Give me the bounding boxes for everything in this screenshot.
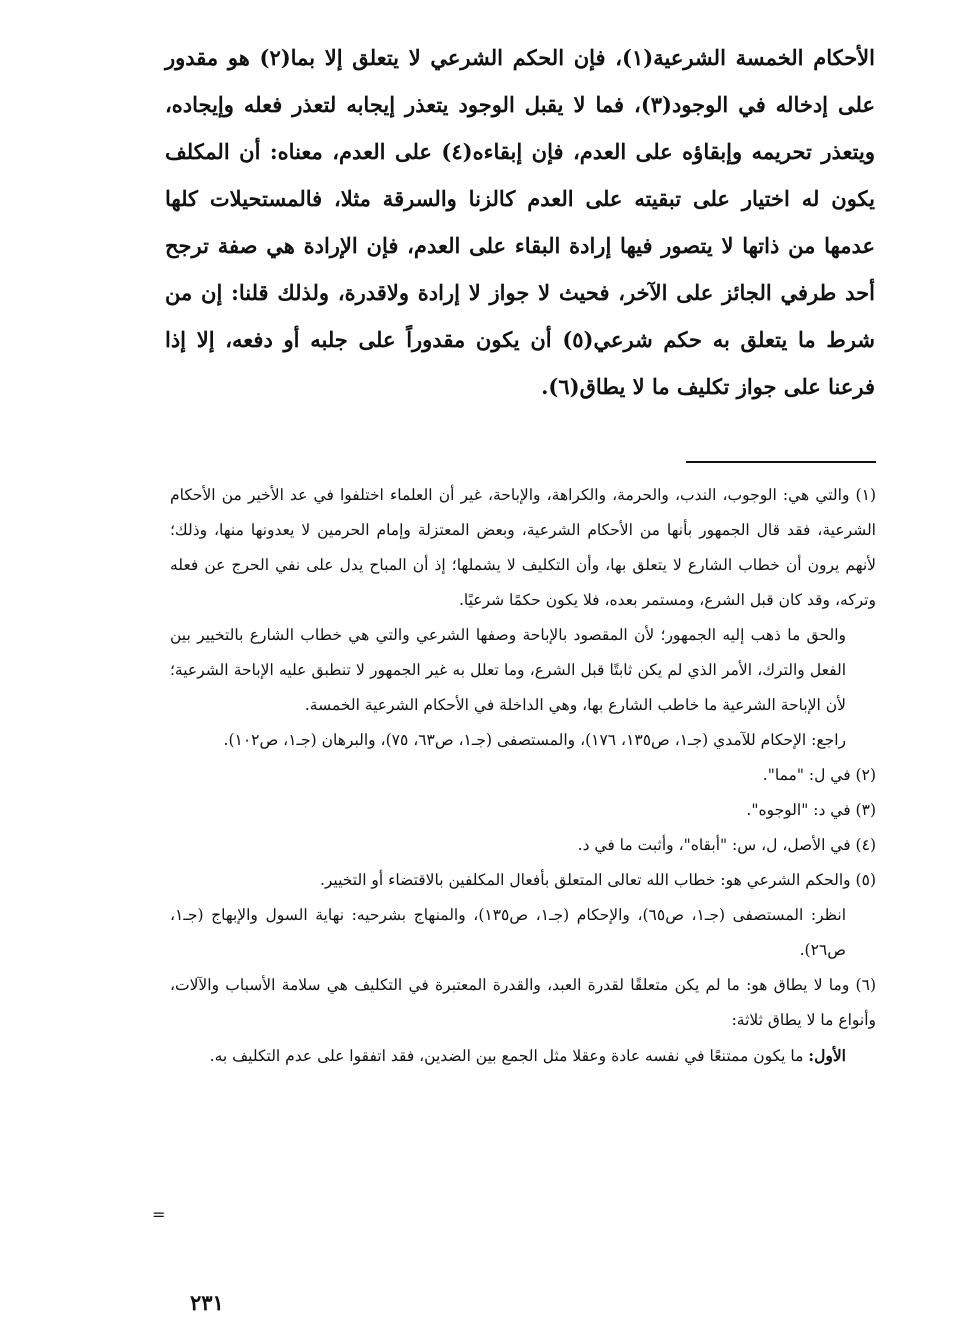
footnotes-block <box>170 478 876 1074</box>
main-paragraph: الأحكام الخمسة الشرعية(١)، فإن الحكم الشرعي لا يتعلق إلا بما(٢) هو مقدور على إدخاله في الوجود(٣)، فما لا يقبل الوجود يتعذر إيجابه لتعذر فعله وإيجاده، ويتعذر تحريمه وإبقاؤه على العدم، فإن إبقاءه(٤) على العدم، معناه: أن المكلف يكون له اختيار على تبقيته على العدم كالزنا والسرقة مثلا، فالمستحيلات كلها عدمها من ذاتها لا يتصور فيها إرادة البقاء على العدم، فإن الإرادة هي صفة ترجح أحد طرفي الجائز على الآخر، فحيث لا جواز لا إرادة ولاقدرة، ولذلك قلنا: إن من شرط ما يتعلق به حكم شرعي(٥) أن يكون مقدوراً على جلبه أو دفعه، إلا إذا فرعنا على جواز تكليف ما لا يطاق(٦). <box>165 45 875 399</box>
footnote-3: (٣) في د: "الوجوه". <box>746 801 876 819</box>
footnote-6: (٦) وما لا يطاق هو: ما لم يكن متعلقًا لقدرة العبد، والقدرة المعتبرة في التكليف هي سلامة الأسباب والآلات، وأنواع ما لا يطاق ثلاثة: <box>170 976 876 1029</box>
main-text-block <box>165 34 875 410</box>
continuation-mark: = <box>152 1205 166 1224</box>
footnote-separator <box>686 461 876 463</box>
footnote-6-first-type <box>170 1038 876 1074</box>
footnote-1: (١) والتي هي: الوجوب، الندب، والحرمة، والكراهة، والإباحة، غير أن العلماء اختلفوا في عد الأخير من الأحكام الشرعية، فقد قال الجمهور بأنها من الأحكام الشرعية، وبعض المعتزلة وإمام الحرمين لا يعدونها منها، وذلك؛ لأنهم يرون أن خطاب الشارع لا يتعلق بها، وأن التكليف لا يشملها؛ إذ أن المباح يدل على نفي الحرج عن فعله وتركه، وقد كان قبل الشرع، ومستمر بعده، فلا يكون حكمًا شرعيًا. <box>170 486 876 609</box>
footnote-6-first-type-text: ما يكون ممتنعًا في نفسه عادة وعقلا مثل الجمع بين الضدين، فقد اتفقوا على عدم التكليف به. <box>209 1047 809 1065</box>
footnote-1-continued: والحق ما ذهب إليه الجمهور؛ لأن المقصود بالإباحة وصفها الشرعي والتي هي خطاب الشارع بالتخيير بين الفعل والترك، الأمر الذي لم يكن ثابتًا قبل الشرع، وما تعلل به غير الجمهور لا تنطبق عليه الإباحة الشرعية؛ لأن الإباحة الشرعية ما خاطب الشارع بها، وهي الداخلة في الأحكام الشرعية الخمسة. <box>170 626 846 714</box>
footnote-5-references: انظر: المستصفى (جـ١، ص٦٥)، والإحكام (جـ١، ص١٣٥)، والمنهاج بشرحيه: نهاية السول والإبهاج (جـ١، ص٢٦). <box>170 906 847 959</box>
page-number: ٢٣١ <box>190 1290 224 1315</box>
footnote-5: (٥) والحكم الشرعي هو: خطاب الله تعالى المتعلق بأفعال المكلفين بالاقتضاء أو التخيير. <box>319 871 876 889</box>
footnote-6-label: الأول: <box>808 1046 846 1065</box>
footnote-1-references: راجع: الإحكام للآمدي (جـ١، ص١٣٥، ١٧٦)، والمستصفى (جـ١، ص٦٣، ٧٥)، والبرهان (جـ١، ص١٠٢). <box>223 731 846 749</box>
footnote-2: (٢) في ل: "مما". <box>762 766 876 784</box>
footnote-4: (٤) في الأصل، ل، س: "أبقاه"، وأثبت ما في د. <box>577 836 876 854</box>
